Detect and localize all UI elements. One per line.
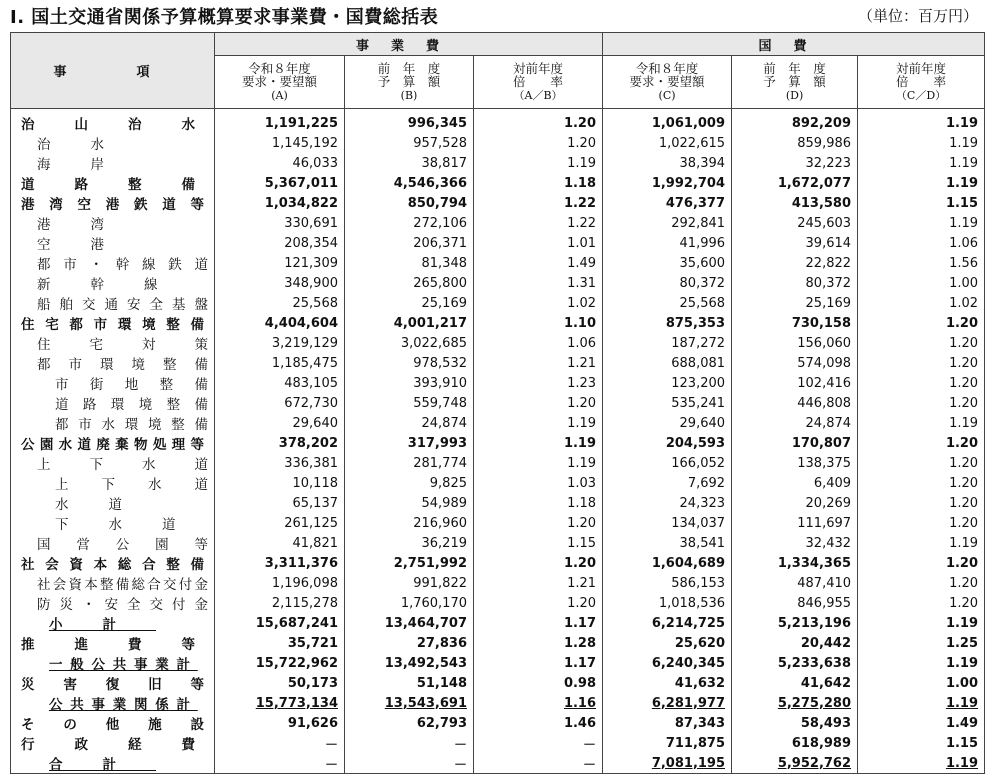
table-row (11, 693, 985, 713)
row-label: 治水 (11, 133, 215, 153)
cell-value: 41,642 (732, 673, 858, 693)
cell-value: 111,697 (732, 513, 858, 533)
cell-value: － (474, 753, 603, 774)
cell-value: 1.22 (474, 193, 603, 213)
cell-value: 265,800 (345, 273, 474, 293)
cell-value: 58,493 (732, 713, 858, 733)
row-label: 国営公園等 (11, 533, 215, 553)
cell-value: 7,692 (603, 473, 732, 493)
cell-value: 13,492,543 (345, 653, 474, 673)
row-label: 住宅都市環境整備 (11, 313, 215, 333)
cell-value: 20,269 (732, 493, 858, 513)
cell-value: 5,213,196 (732, 613, 858, 633)
row-label: 社会資本整備総合交付金 (11, 573, 215, 593)
header-item-char1: 事 (53, 65, 89, 80)
cell-value: 1,191,225 (215, 109, 345, 134)
cell-value: 1.19 (858, 613, 985, 633)
cell-value: 348,900 (215, 273, 345, 293)
cell-value: 476,377 (603, 193, 732, 213)
cell-value: 1,185,475 (215, 353, 345, 373)
col-header-a: 令和８年度 要求・要望額 (A) (215, 56, 345, 109)
col-header-cd: 対前年度 倍 率 （C／D） (858, 56, 985, 109)
cell-value: 1.20 (858, 313, 985, 333)
cell-value: 574,098 (732, 353, 858, 373)
row-label: 新幹線 (11, 273, 215, 293)
cell-value: 121,309 (215, 253, 345, 273)
cell-value: 1.19 (474, 413, 603, 433)
cell-value: 1.06 (858, 233, 985, 253)
cell-value: 204,593 (603, 433, 732, 453)
row-label: 船舶交通安全基盤 (11, 293, 215, 313)
cell-value: 991,822 (345, 573, 474, 593)
col-header-ab: 対前年度 倍 率 （A／B） (474, 56, 603, 109)
cell-value: 892,209 (732, 109, 858, 134)
row-label: 小計 (11, 613, 215, 633)
cell-value: － (345, 733, 474, 753)
table-row (11, 553, 985, 573)
col-header-b: 前 年 度 予 算 額 (B) (345, 56, 474, 109)
cell-value: 1.20 (858, 593, 985, 613)
cell-value: 978,532 (345, 353, 474, 373)
cell-value: 102,416 (732, 373, 858, 393)
cell-value: 245,603 (732, 213, 858, 233)
cell-value: 672,730 (215, 393, 345, 413)
cell-value: 1.46 (474, 713, 603, 733)
cell-value: － (215, 733, 345, 753)
cell-value: 1.28 (474, 633, 603, 653)
cell-value: 29,640 (215, 413, 345, 433)
cell-value: 1.06 (474, 333, 603, 353)
row-label: 港湾空港鉄道等 (11, 193, 215, 213)
cell-value: 1.17 (474, 653, 603, 673)
cell-value: 1.19 (858, 109, 985, 134)
cell-value: 170,807 (732, 433, 858, 453)
cell-value: 25,568 (215, 293, 345, 313)
cell-value: 957,528 (345, 133, 474, 153)
cell-value: 1.19 (474, 433, 603, 453)
cell-value: 1.19 (858, 533, 985, 553)
row-label: 災害復旧等 (11, 673, 215, 693)
table-row (11, 513, 985, 533)
cell-value: 6,281,977 (603, 693, 732, 713)
cell-value: 156,060 (732, 333, 858, 353)
row-label: 都市環境整備 (11, 353, 215, 373)
cell-value: 1.19 (858, 213, 985, 233)
cell-value: 25,169 (732, 293, 858, 313)
cell-value: 15,722,962 (215, 653, 345, 673)
cell-value: 1.00 (858, 273, 985, 293)
cell-value: 1.23 (474, 373, 603, 393)
cell-value: 38,394 (603, 153, 732, 173)
cell-value: 24,323 (603, 493, 732, 513)
cell-value: 393,910 (345, 373, 474, 393)
cell-value: 50,173 (215, 673, 345, 693)
cell-value: 535,241 (603, 393, 732, 413)
cell-value: 1.20 (858, 473, 985, 493)
col-header-d: 前 年 度 予 算 額 (D) (732, 56, 858, 109)
row-label: 行政経費 (11, 733, 215, 753)
cell-value: 1.25 (858, 633, 985, 653)
table-row (11, 353, 985, 373)
cell-value: 80,372 (732, 273, 858, 293)
cell-value: 25,169 (345, 293, 474, 313)
cell-value: 1.20 (474, 553, 603, 573)
cell-value: 261,125 (215, 513, 345, 533)
cell-value: 1.31 (474, 273, 603, 293)
table-row (11, 573, 985, 593)
cell-value: 4,001,217 (345, 313, 474, 333)
cell-value: 1.19 (474, 453, 603, 473)
cell-value: 1.19 (858, 693, 985, 713)
table-row (11, 233, 985, 253)
table-row (11, 293, 985, 313)
cell-value: 9,825 (345, 473, 474, 493)
cell-value: 5,233,638 (732, 653, 858, 673)
cell-value: 38,541 (603, 533, 732, 553)
cell-value: 208,354 (215, 233, 345, 253)
row-label: 住宅対策 (11, 333, 215, 353)
cell-value: 1.15 (474, 533, 603, 553)
cell-value: 46,033 (215, 153, 345, 173)
row-label: 推進費等 (11, 633, 215, 653)
cell-value: 1.19 (858, 413, 985, 433)
table-row (11, 109, 985, 134)
cell-value: 87,343 (603, 713, 732, 733)
cell-value: 1.20 (858, 353, 985, 373)
table-row (11, 493, 985, 513)
table-row (11, 213, 985, 233)
row-label: 水道 (11, 493, 215, 513)
row-label: 空港 (11, 233, 215, 253)
cell-value: 1,992,704 (603, 173, 732, 193)
cell-value: 123,200 (603, 373, 732, 393)
row-label: 港湾 (11, 213, 215, 233)
cell-value: 3,311,376 (215, 553, 345, 573)
table-row (11, 253, 985, 273)
cell-value: 62,793 (345, 713, 474, 733)
table-row (11, 393, 985, 413)
cell-value: 1,022,615 (603, 133, 732, 153)
row-label: 治山治水 (11, 109, 215, 134)
cell-value: 6,214,725 (603, 613, 732, 633)
cell-value: 1.19 (858, 153, 985, 173)
cell-value: 65,137 (215, 493, 345, 513)
header-jigyohi: 事業費 (215, 33, 603, 56)
cell-value: 10,118 (215, 473, 345, 493)
cell-value: － (474, 733, 603, 753)
row-label: 公共事業関係計 (11, 693, 215, 713)
cell-value: 1.49 (858, 713, 985, 733)
cell-value: 1.49 (474, 253, 603, 273)
cell-value: 1.20 (858, 433, 985, 453)
table-row (11, 533, 985, 553)
cell-value: 1.19 (858, 173, 985, 193)
table-row (11, 373, 985, 393)
cell-value: 1,672,077 (732, 173, 858, 193)
page-title: Ⅰ. 国土交通省関係予算概算要求事業費・国費総括表 (10, 7, 439, 28)
table-row (11, 593, 985, 613)
cell-value: 1.18 (474, 493, 603, 513)
cell-value: 1.21 (474, 353, 603, 373)
cell-value: 1.20 (474, 393, 603, 413)
cell-value: 13,543,691 (345, 693, 474, 713)
cell-value: 24,874 (732, 413, 858, 433)
cell-value: 7,081,195 (603, 753, 732, 774)
cell-value: 875,353 (603, 313, 732, 333)
table-row (11, 653, 985, 673)
table-row (11, 633, 985, 653)
cell-value: 6,240,345 (603, 653, 732, 673)
cell-value: 1,061,009 (603, 109, 732, 134)
cell-value: 1.20 (858, 513, 985, 533)
cell-value: 730,158 (732, 313, 858, 333)
table-row (11, 613, 985, 633)
cell-value: 80,372 (603, 273, 732, 293)
cell-value: 5,275,280 (732, 693, 858, 713)
cell-value: 292,841 (603, 213, 732, 233)
cell-value: 41,821 (215, 533, 345, 553)
row-label: 上下水道 (11, 453, 215, 473)
cell-value: 206,371 (345, 233, 474, 253)
cell-value: 22,822 (732, 253, 858, 273)
table-row (11, 473, 985, 493)
col-header-c: 令和８年度 要求・要望額 (C) (603, 56, 732, 109)
unit-label: （単位：百万円） (857, 7, 978, 25)
cell-value: 1.20 (858, 373, 985, 393)
cell-value: 32,223 (732, 153, 858, 173)
cell-value: 1,334,365 (732, 553, 858, 573)
cell-value: 39,614 (732, 233, 858, 253)
row-label: 海岸 (11, 153, 215, 173)
cell-value: 281,774 (345, 453, 474, 473)
cell-value: 1.19 (858, 133, 985, 153)
cell-value: 1.20 (474, 109, 603, 134)
cell-value: 1.15 (858, 733, 985, 753)
table-row (11, 673, 985, 693)
cell-value: 317,993 (345, 433, 474, 453)
cell-value: 1.02 (858, 293, 985, 313)
cell-value: 20,442 (732, 633, 858, 653)
cell-value: 378,202 (215, 433, 345, 453)
cell-value: 1,760,170 (345, 593, 474, 613)
cell-value: 29,640 (603, 413, 732, 433)
cell-value: 187,272 (603, 333, 732, 353)
cell-value: 586,153 (603, 573, 732, 593)
cell-value: 618,989 (732, 733, 858, 753)
header-item (11, 33, 215, 109)
cell-value: － (215, 753, 345, 774)
cell-value: 1,145,192 (215, 133, 345, 153)
cell-value: 3,219,129 (215, 333, 345, 353)
row-label: 一般公共事業計 (11, 653, 215, 673)
table-row (11, 753, 985, 774)
cell-value: 1.18 (474, 173, 603, 193)
cell-value: 559,748 (345, 393, 474, 413)
cell-value: 35,600 (603, 253, 732, 273)
cell-value: 1.01 (474, 233, 603, 253)
cell-value: 41,632 (603, 673, 732, 693)
cell-value: 1.20 (858, 333, 985, 353)
cell-value: 32,432 (732, 533, 858, 553)
cell-value: 688,081 (603, 353, 732, 373)
header-item-char2: 項 (136, 65, 172, 80)
cell-value: － (345, 753, 474, 774)
cell-value: 216,960 (345, 513, 474, 533)
cell-value: 25,620 (603, 633, 732, 653)
cell-value: 487,410 (732, 573, 858, 593)
cell-value: 15,773,134 (215, 693, 345, 713)
cell-value: 4,404,604 (215, 313, 345, 333)
header-kokuhi: 国費 (603, 33, 985, 56)
row-label: 合計 (11, 753, 215, 774)
table-row (11, 733, 985, 753)
cell-value: 1.20 (858, 573, 985, 593)
cell-value: 996,345 (345, 109, 474, 134)
cell-value: 2,115,278 (215, 593, 345, 613)
cell-value: 1.21 (474, 573, 603, 593)
cell-value: 1.20 (474, 593, 603, 613)
cell-value: 27,836 (345, 633, 474, 653)
cell-value: 6,409 (732, 473, 858, 493)
cell-value: 51,148 (345, 673, 474, 693)
cell-value: 1.56 (858, 253, 985, 273)
cell-value: 446,808 (732, 393, 858, 413)
cell-value: 1.19 (858, 753, 985, 774)
cell-value: 1.16 (474, 693, 603, 713)
cell-value: 483,105 (215, 373, 345, 393)
cell-value: 711,875 (603, 733, 732, 753)
table-row (11, 413, 985, 433)
cell-value: 1.20 (858, 493, 985, 513)
cell-value: 859,986 (732, 133, 858, 153)
cell-value: 1,196,098 (215, 573, 345, 593)
cell-value: 13,464,707 (345, 613, 474, 633)
cell-value: 1.22 (474, 213, 603, 233)
cell-value: 5,367,011 (215, 173, 345, 193)
cell-value: 1.02 (474, 293, 603, 313)
cell-value: 1.20 (858, 453, 985, 473)
cell-value: 850,794 (345, 193, 474, 213)
row-label: 道路整備 (11, 173, 215, 193)
table-row (11, 453, 985, 473)
cell-value: 1.00 (858, 673, 985, 693)
cell-value: 24,874 (345, 413, 474, 433)
cell-value: 2,751,992 (345, 553, 474, 573)
cell-value: 36,219 (345, 533, 474, 553)
cell-value: 1,018,536 (603, 593, 732, 613)
cell-value: 166,052 (603, 453, 732, 473)
row-label: 下水道 (11, 513, 215, 533)
cell-value: 272,106 (345, 213, 474, 233)
cell-value: 846,955 (732, 593, 858, 613)
row-label: 都市・幹線鉄道 (11, 253, 215, 273)
table-row (11, 193, 985, 213)
table-row (11, 133, 985, 153)
cell-value: 38,817 (345, 153, 474, 173)
cell-value: 15,687,241 (215, 613, 345, 633)
cell-value: 1.20 (858, 393, 985, 413)
row-label: 都市水環境整備 (11, 413, 215, 433)
cell-value: 4,546,366 (345, 173, 474, 193)
table-row (11, 153, 985, 173)
cell-value: 1.15 (858, 193, 985, 213)
budget-table (10, 32, 985, 774)
cell-value: 413,580 (732, 193, 858, 213)
row-label: 社会資本総合整備 (11, 553, 215, 573)
cell-value: 3,022,685 (345, 333, 474, 353)
table-row (11, 273, 985, 293)
table-row (11, 173, 985, 193)
cell-value: 54,989 (345, 493, 474, 513)
cell-value: 0.98 (474, 673, 603, 693)
cell-value: 138,375 (732, 453, 858, 473)
cell-value: 1.19 (474, 153, 603, 173)
cell-value: 25,568 (603, 293, 732, 313)
cell-value: 1.17 (474, 613, 603, 633)
cell-value: 1.10 (474, 313, 603, 333)
cell-value: 1.03 (474, 473, 603, 493)
cell-value: 336,381 (215, 453, 345, 473)
row-label: その他施設 (11, 713, 215, 733)
row-label: 道路環境整備 (11, 393, 215, 413)
cell-value: 91,626 (215, 713, 345, 733)
cell-value: 35,721 (215, 633, 345, 653)
table-row (11, 433, 985, 453)
cell-value: 1,604,689 (603, 553, 732, 573)
cell-value: 41,996 (603, 233, 732, 253)
cell-value: 134,037 (603, 513, 732, 533)
table-row (11, 313, 985, 333)
row-label: 防災・安全交付金 (11, 593, 215, 613)
cell-value: 5,952,762 (732, 753, 858, 774)
cell-value: 1,034,822 (215, 193, 345, 213)
cell-value: 81,348 (345, 253, 474, 273)
cell-value: 1.20 (858, 553, 985, 573)
row-label: 市街地整備 (11, 373, 215, 393)
row-label: 公園水道廃棄物処理等 (11, 433, 215, 453)
cell-value: 330,691 (215, 213, 345, 233)
row-label: 上下水道 (11, 473, 215, 493)
table-row (11, 713, 985, 733)
cell-value: 1.20 (474, 513, 603, 533)
cell-value: 1.19 (858, 653, 985, 673)
cell-value: 1.20 (474, 133, 603, 153)
table-row (11, 333, 985, 353)
